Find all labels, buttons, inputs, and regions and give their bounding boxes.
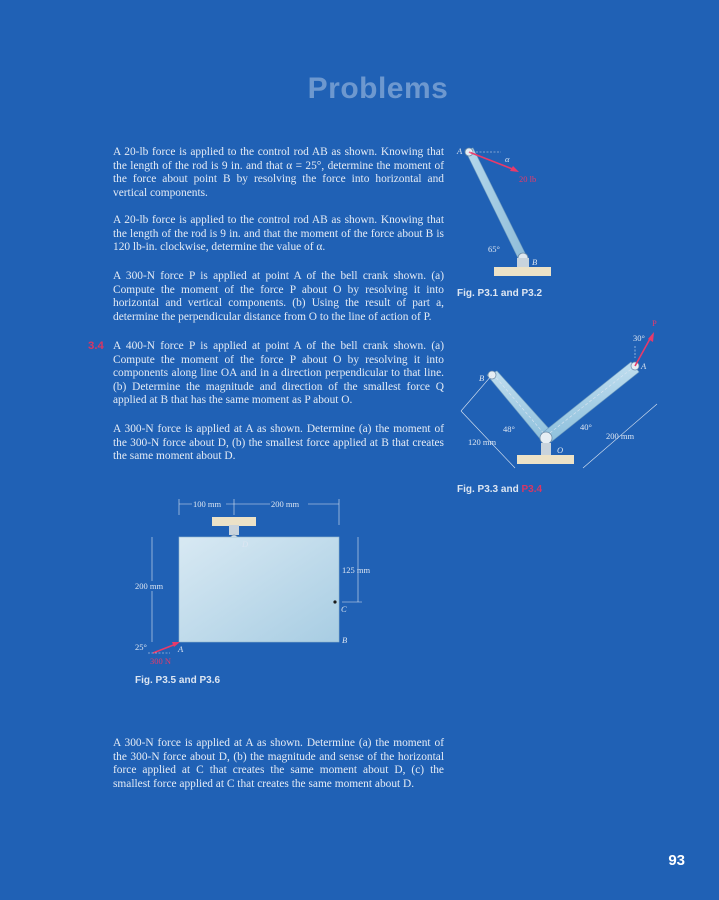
label-b2: B (479, 373, 485, 383)
figure-bell-crank (455, 318, 665, 478)
arm-ob (487, 371, 551, 440)
label-30deg: 30° (633, 333, 645, 343)
label-48deg: 48° (503, 424, 515, 434)
label-200mm-top: 200 mm (271, 499, 300, 509)
label-b3: B (342, 635, 348, 645)
bracket-b (517, 258, 529, 268)
label-c: C (341, 604, 347, 614)
pin-o (540, 432, 552, 444)
figure-plate (130, 495, 380, 675)
label-a3: A (178, 644, 184, 654)
page-number: 93 (668, 852, 685, 869)
point-c (333, 600, 336, 603)
problem-3-3: A 300-N force P is applied at point A of the bell crank shown. (a) Compute the moment of the force P about O by resolving it into horizontal and vertical components. (b) Using the result of part a, determine the perpendicular distance from O to the line of action of P. (113, 270, 444, 323)
label-alpha: α (505, 154, 510, 164)
force-arrow (510, 166, 519, 172)
label-40deg: 40° (580, 422, 592, 432)
label-200mm-left: 200 mm (135, 581, 164, 591)
bracket-o (541, 443, 551, 456)
label-a: A (457, 146, 463, 156)
problem-number-3-4: 3.4 (88, 340, 104, 352)
label-p: P (652, 318, 657, 328)
problem-3-6: A 300-N force is applied at A as shown. Determine (a) the moment of the 300-N force about D, (b) the magnitude and sense of the horizontal force applied at C that creates the same moment about D, (c) the smallest force applied at C that creates the same moment about D. (113, 737, 444, 790)
label-300n: 300 N (150, 656, 172, 666)
base-b (494, 267, 551, 276)
label-b: B (532, 257, 538, 267)
caption-fig-p3-5: Fig. P3.5 and P3.6 (135, 675, 221, 686)
caption-fig-p3-3-highlight: P3.4 (521, 484, 543, 495)
caption-fig-p3-3 (457, 484, 542, 495)
problem-3-2: A 20-lb force is applied to the control rod AB as shown. Knowing that the length of the rod is 9 in. and that the moment of the force about B is 120 lb-in. clockwise, determine the value of α. (113, 214, 444, 254)
caption-fig-p3-3-prefix: Fig. P3.3 and (457, 484, 522, 495)
label-d: D (242, 539, 249, 549)
problem-3-5: A 300-N force is applied at A as shown. Determine (a) the moment of the 300-N force about D, (b) the smallest force applied at B that creates the same moment about D. (113, 423, 444, 463)
caption-fig-p3-1: Fig. P3.1 and P3.2 (457, 288, 543, 299)
label-20lb: 20 lb (519, 174, 537, 184)
label-65deg: 65° (488, 244, 500, 254)
plate (179, 537, 339, 642)
label-o: O (557, 445, 564, 455)
base-o (517, 455, 574, 464)
label-100mm: 100 mm (193, 499, 222, 509)
support-d (212, 517, 256, 526)
section-heading: Problems (307, 72, 449, 105)
figure-control-rod (455, 140, 565, 280)
label-25deg: 25° (135, 642, 147, 652)
label-a2: A (641, 361, 647, 371)
label-200mm: 200 mm (606, 431, 635, 441)
label-120mm: 120 mm (468, 437, 497, 447)
problem-3-1: A 20-lb force is applied to the control rod AB as shown. Knowing that the length of the rod is 9 in. and that α = 25°, determine the moment of the force about point B by resolving the force into horizontal and vertical components. (113, 146, 444, 199)
label-125mm: 125 mm (342, 565, 371, 575)
problem-3-4: A 400-N force P is applied at point A of the bell crank shown. (a) Compute the moment of the force P about O by resolving it into components along line OA and in a direction perpendicular to that line. (b) Determine the magnitude and direction of the smallest force Q applied at B that has the same moment as P about O. (113, 340, 444, 407)
